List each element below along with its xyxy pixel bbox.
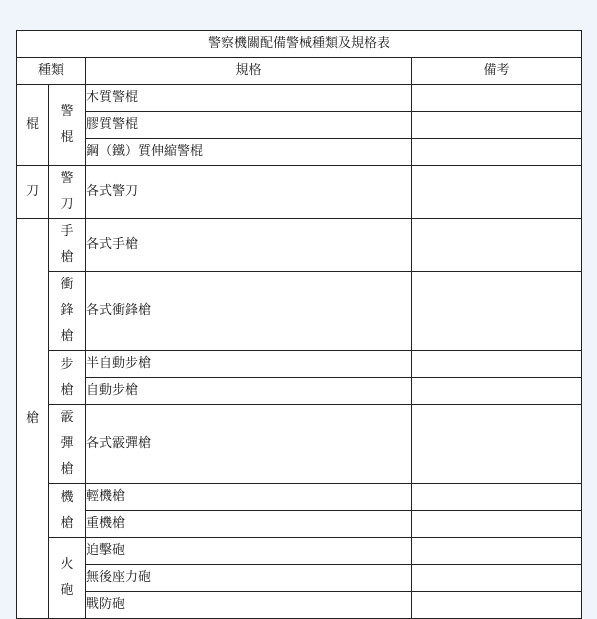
spec-cell: 膠質警棍 — [86, 112, 412, 139]
header-remark: 備考 — [412, 58, 582, 85]
remark-cell — [412, 139, 582, 166]
subtype-rifle — [49, 351, 86, 405]
subtype-handgun — [49, 219, 86, 272]
table-row — [17, 112, 582, 139]
subtype-char: 火 — [60, 557, 74, 572]
table-row — [17, 272, 582, 351]
table-row — [17, 85, 582, 112]
table-row — [17, 511, 582, 538]
subtype-knife — [49, 166, 86, 219]
remark-cell — [412, 85, 582, 112]
subtype-char: 槍 — [60, 515, 74, 531]
spec-cell: 輕機槍 — [86, 484, 412, 511]
subtype-char: 槍 — [60, 250, 74, 265]
subtype-char: 衝 — [60, 277, 74, 292]
spec-cell: 無後座力砲 — [86, 565, 412, 592]
spec-cell: 各式霰彈槍 — [86, 405, 412, 484]
spec-cell: 重機槍 — [86, 511, 412, 538]
remark-cell — [412, 219, 582, 272]
equipment-spec-table — [16, 30, 582, 619]
remark-cell — [412, 565, 582, 592]
remark-cell — [412, 272, 582, 351]
category-knife: 刀 — [17, 166, 49, 219]
subtype-char: 警 — [60, 171, 74, 186]
header-type: 種類 — [17, 58, 86, 85]
remark-cell — [412, 166, 582, 219]
table-row — [17, 405, 582, 484]
subtype-artillery — [49, 538, 86, 619]
remark-cell — [412, 511, 582, 538]
header-spec: 規格 — [86, 58, 412, 85]
subtype-char: 手 — [60, 224, 74, 239]
table-row — [17, 592, 582, 619]
remark-cell — [412, 378, 582, 405]
table-row — [17, 378, 582, 405]
header-row — [17, 58, 582, 85]
category-gun: 槍 — [17, 219, 49, 619]
spec-cell: 各式手槍 — [86, 219, 412, 272]
subtype-baton — [49, 85, 86, 166]
spec-cell: 鋼（鐵）質伸縮警棍 — [86, 139, 412, 166]
subtype-shotgun — [49, 405, 86, 484]
subtype-char: 步 — [60, 356, 74, 372]
remark-cell — [412, 592, 582, 619]
table-row — [17, 139, 582, 166]
spec-cell: 各式衝鋒槍 — [86, 272, 412, 351]
subtype-char: 槍 — [60, 382, 74, 398]
subtype-char: 刀 — [60, 197, 74, 212]
remark-cell — [412, 538, 582, 565]
title-row — [17, 31, 582, 58]
spec-cell: 戰防砲 — [86, 592, 412, 619]
subtype-char: 霰 — [60, 410, 74, 425]
subtype-char: 砲 — [60, 583, 74, 598]
subtype-submachine-gun — [49, 272, 86, 351]
subtype-char: 槍 — [60, 462, 74, 477]
subtype-char: 鋒 — [60, 303, 74, 318]
spec-cell: 木質警棍 — [86, 85, 412, 112]
remark-cell — [412, 484, 582, 511]
subtype-char: 槍 — [60, 329, 74, 344]
table-title: 警察機關配備警械種類及規格表 — [17, 31, 582, 58]
remark-cell — [412, 405, 582, 484]
spec-cell: 各式警刀 — [86, 166, 412, 219]
table-row — [17, 351, 582, 378]
remark-cell — [412, 351, 582, 378]
remark-cell — [412, 112, 582, 139]
subtype-machine-gun — [49, 484, 86, 538]
category-baton: 棍 — [17, 85, 49, 166]
table-row — [17, 565, 582, 592]
subtype-char: 警 — [60, 104, 74, 119]
table-row — [17, 484, 582, 511]
table-row — [17, 166, 582, 219]
subtype-char: 彈 — [60, 436, 74, 451]
subtype-char: 棍 — [60, 130, 74, 145]
table-row — [17, 538, 582, 565]
table-row — [17, 219, 582, 272]
spec-cell: 迫擊砲 — [86, 538, 412, 565]
subtype-char: 機 — [60, 489, 74, 505]
spec-cell: 自動步槍 — [86, 378, 412, 405]
spec-cell: 半自動步槍 — [86, 351, 412, 378]
